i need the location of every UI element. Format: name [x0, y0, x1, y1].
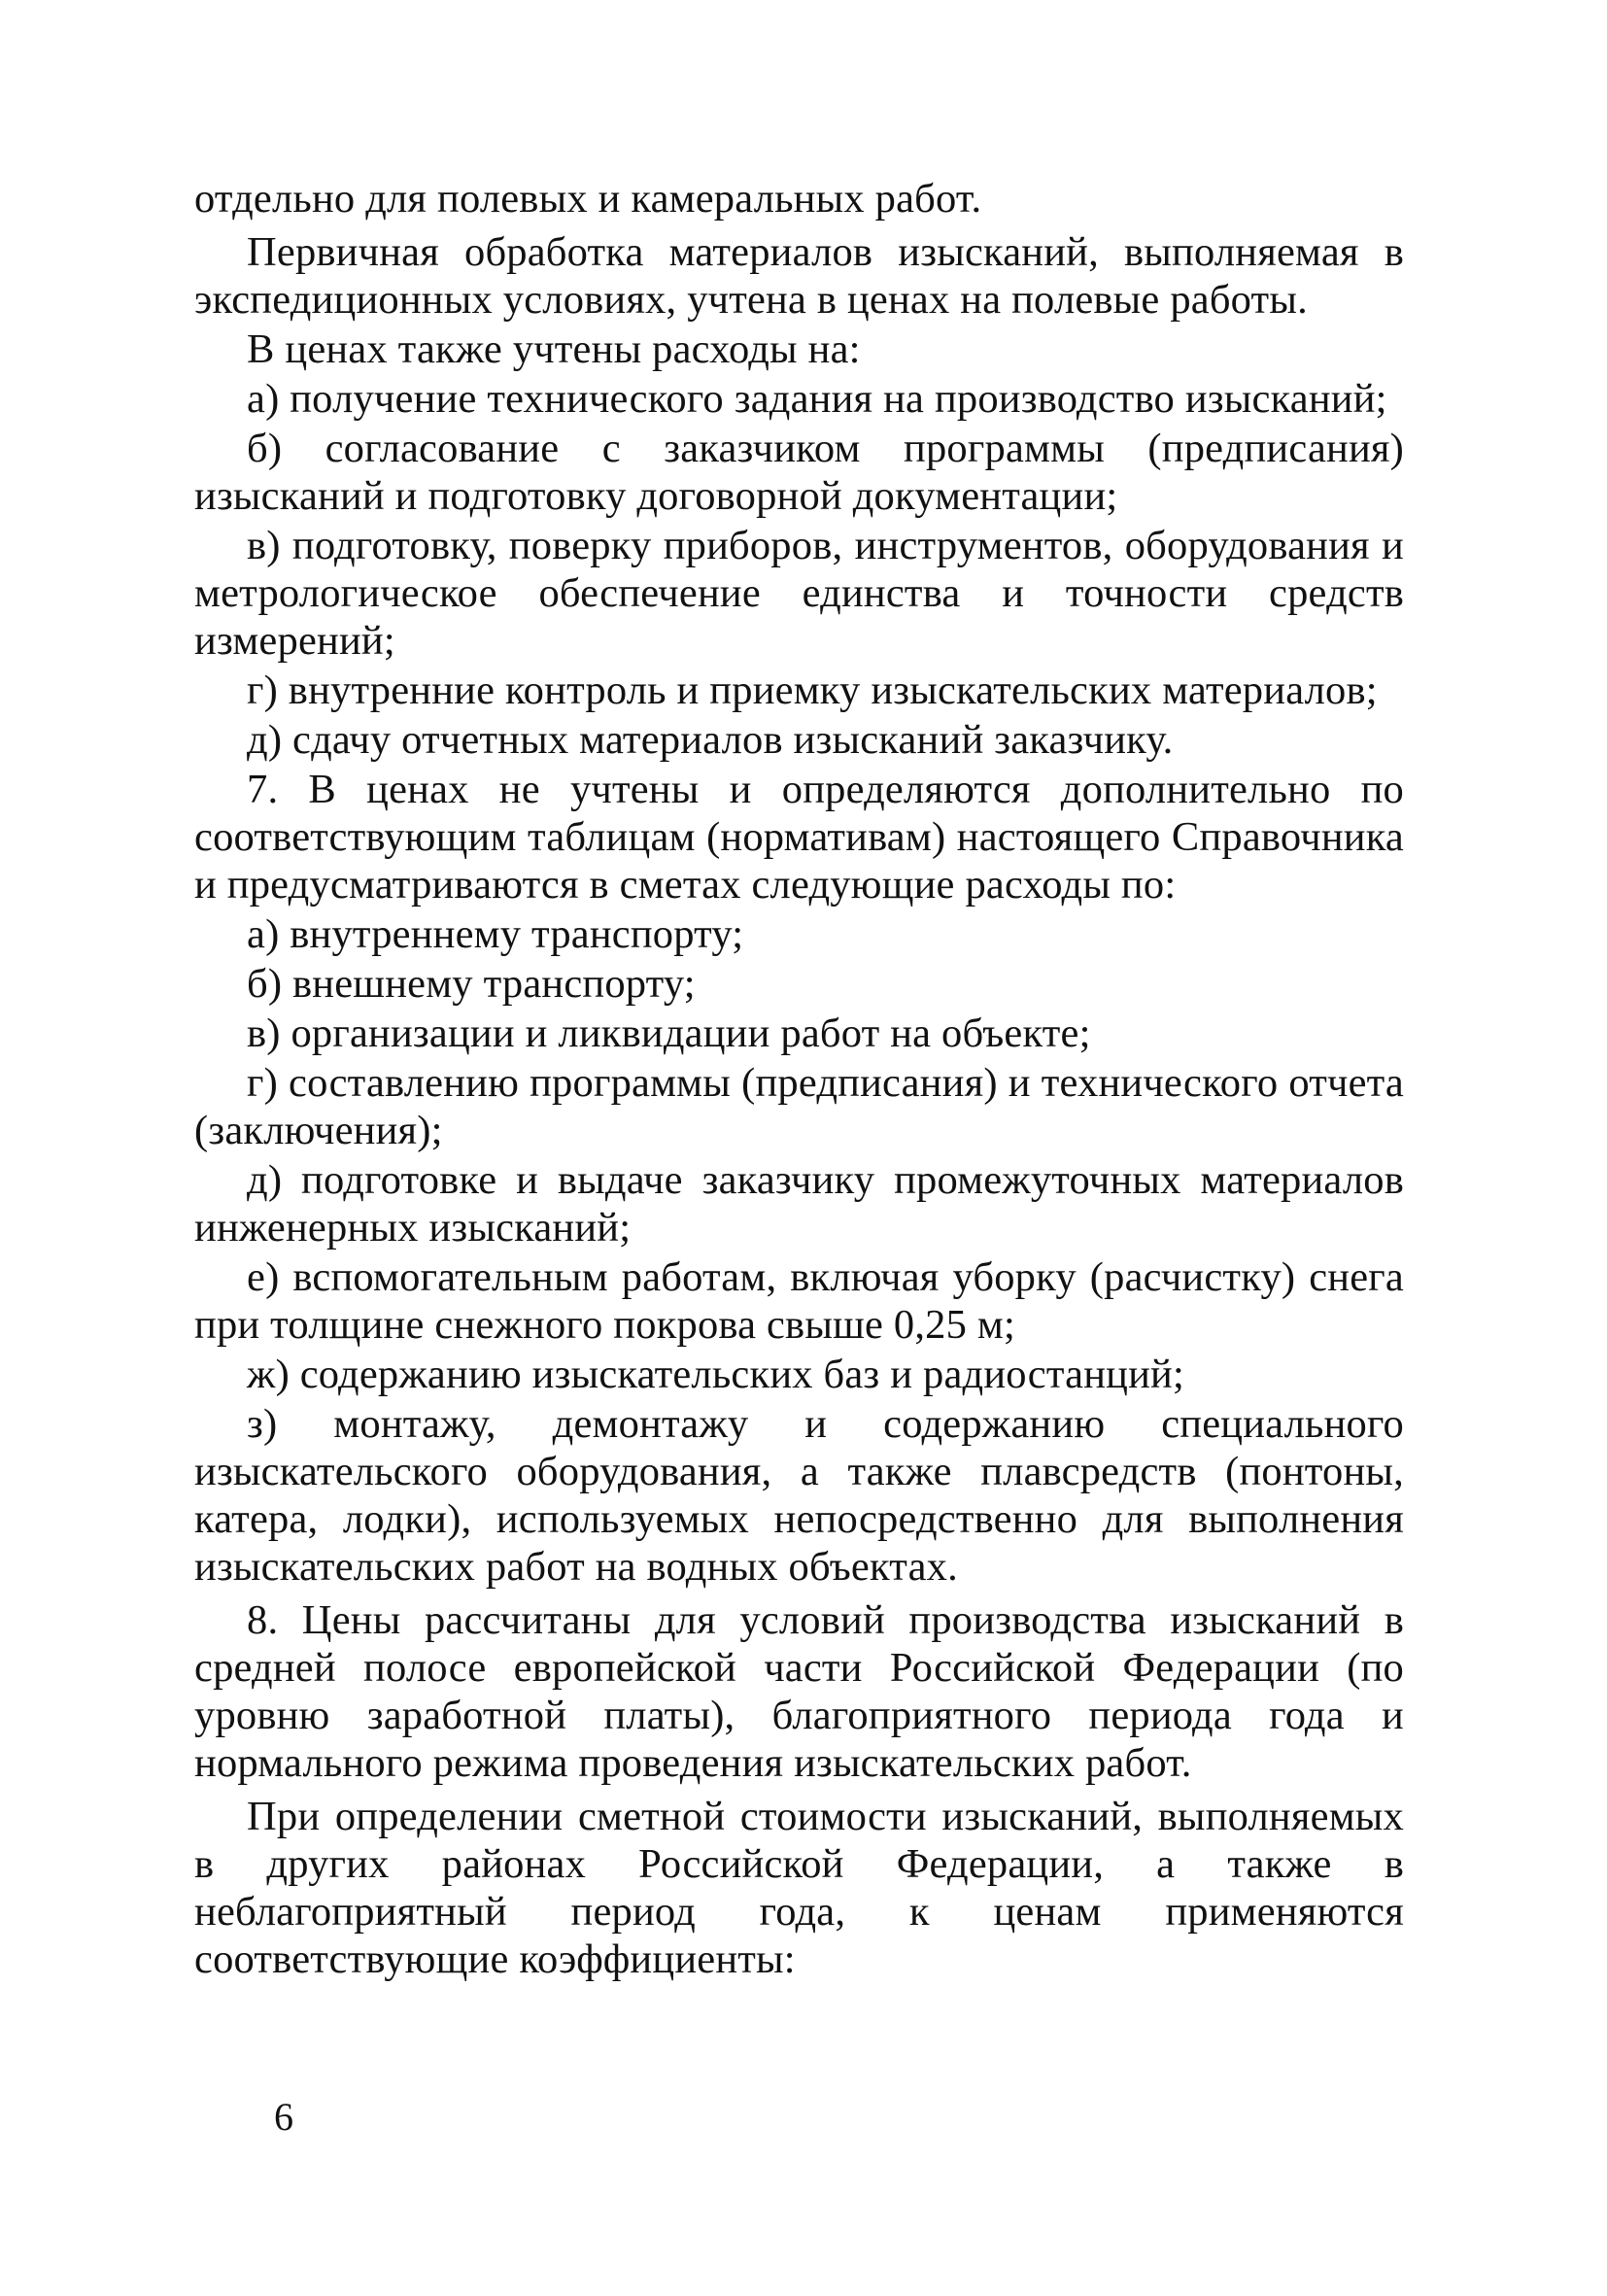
section-7-item-d: д) подготовке и выдаче заказчику промежуточных материалов инженерных изысканий;: [194, 1157, 1404, 1251]
cost-determination-paragraph: При определении сметной стоимости изысканий, выполняемых в других районах Российской Федерации, а также в неблагоприятный период года, к ценам применяются соответствующие коэффициенты:: [194, 1794, 1404, 1982]
section-7-item-b: б) внешнему транспорту;: [247, 961, 696, 1007]
section-7-item-e: е) вспомогательным работам, включая уборку (расчистку) снега при толщине снежного покрова свыше 0,25 м;: [194, 1254, 1404, 1348]
section-7-item-zh: ж) содержанию изыскательских баз и радиостанций;: [247, 1352, 1184, 1397]
paragraph-primary-processing: Первичная обработка материалов изысканий, выполняемая в экспедиционных условиях, учтена в ценах на полевые работы.: [194, 229, 1404, 323]
list-item-b: б) согласование с заказчиком программы (предписания) изысканий и подготовку договорной документации;: [194, 426, 1404, 519]
document-page: [194, 175, 1404, 1983]
list-item-a: а) получение технического задания на производство изысканий;: [247, 376, 1387, 422]
paragraph-included-costs: В ценах также учтены расходы на:: [247, 326, 861, 372]
section-8-paragraph: 8. Цены рассчитаны для условий производства изысканий в средней полосе европейской части Российской Федерации (по уровню заработной платы), благоприятного периода года и нормального режима проведения изыскательских работ.: [194, 1597, 1404, 1786]
section-7-paragraph: 7. В ценах не учтены и определяются дополнительно по соответствующим таблицам (нормативам) настоящего Справочника и предусматриваются в сметах следующие расходы по:: [194, 767, 1404, 908]
section-7-item-a: а) внутреннему транспорту;: [247, 911, 744, 957]
section-7-item-v: в) организации и ликвидации работ на объекте;: [247, 1011, 1091, 1056]
list-item-g: г) внутренние контроль и приемку изыскательских материалов;: [247, 668, 1378, 713]
paragraph-continuation: отдельно для полевых и камеральных работ.: [194, 176, 982, 222]
section-7-item-g: г) составлению программы (предписания) и технического отчета (заключения);: [194, 1060, 1404, 1153]
section-7-item-z: з) монтажу, демонтажу и содержанию специального изыскательского оборудования, а также плавсредств (понтоны, катера, лодки), используемых непосредственно для выполнения изыскательских работ на водных объектах.: [194, 1401, 1404, 1590]
list-item-v: в) подготовку, поверку приборов, инструментов, оборудования и метрологическое обеспечение единства и точности средств измерений;: [194, 523, 1404, 664]
list-item-d: д) сдачу отчетных материалов изысканий заказчику.: [247, 717, 1174, 763]
page-number: 6: [274, 2095, 293, 2139]
